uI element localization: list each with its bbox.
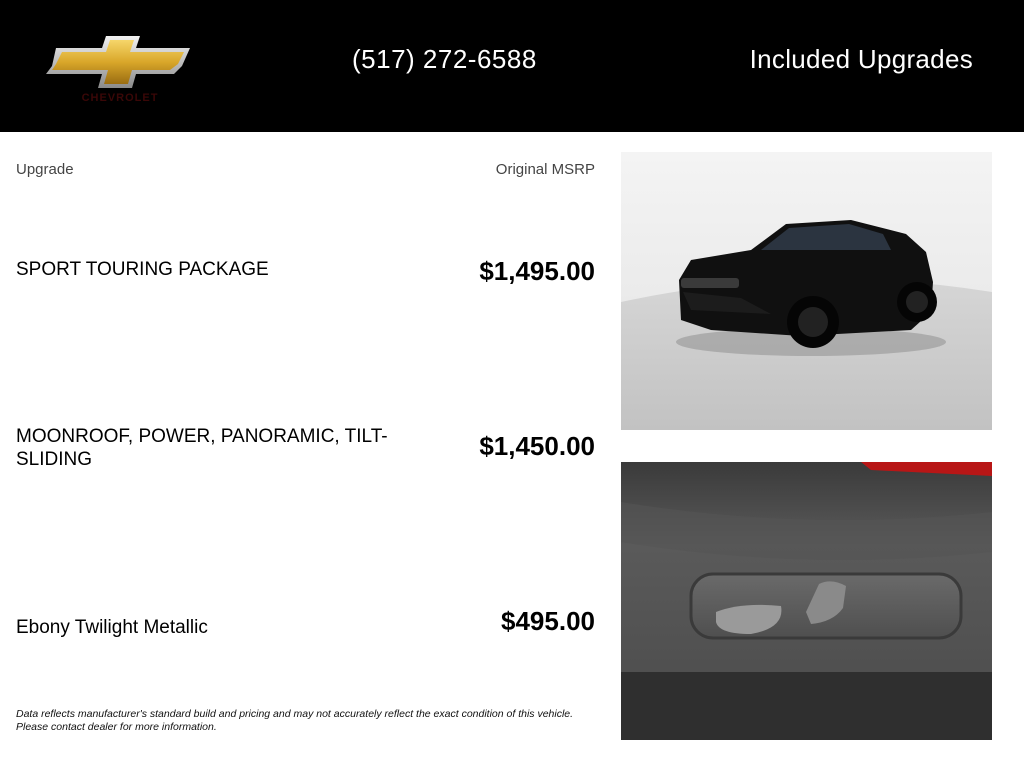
upgrade-name: Ebony Twilight Metallic [16,617,208,638]
bowtie-icon [44,34,194,94]
chevrolet-logo [44,34,194,110]
upgrade-price: $1,495.00 [479,256,595,286]
seat-controls-photo [621,462,992,740]
header-bar [0,0,1024,132]
page-title: Included Upgrades [749,44,973,74]
column-header-msrp: Original MSRP [495,161,595,178]
disclaimer-text: Data reflects manufacturer's standard build and pricing and may not accurately reflect the exact condition of this vehicle. Please contact dealer for more information. [16,708,574,733]
upgrade-price: $495.00 [501,606,595,636]
upgrade-price: $1,450.00 [479,431,595,461]
upgrade-name: MOONROOF, POWER, PANORAMIC, TILT-SLIDING [16,426,388,470]
vehicle-photo [621,152,992,430]
brand-wordmark: CHEVROLET [81,92,159,104]
upgrade-name: SPORT TOURING PACKAGE [16,259,269,280]
phone-number[interactable]: (517) 272-6588 [352,44,537,74]
column-header-upgrade: Upgrade [16,161,74,178]
